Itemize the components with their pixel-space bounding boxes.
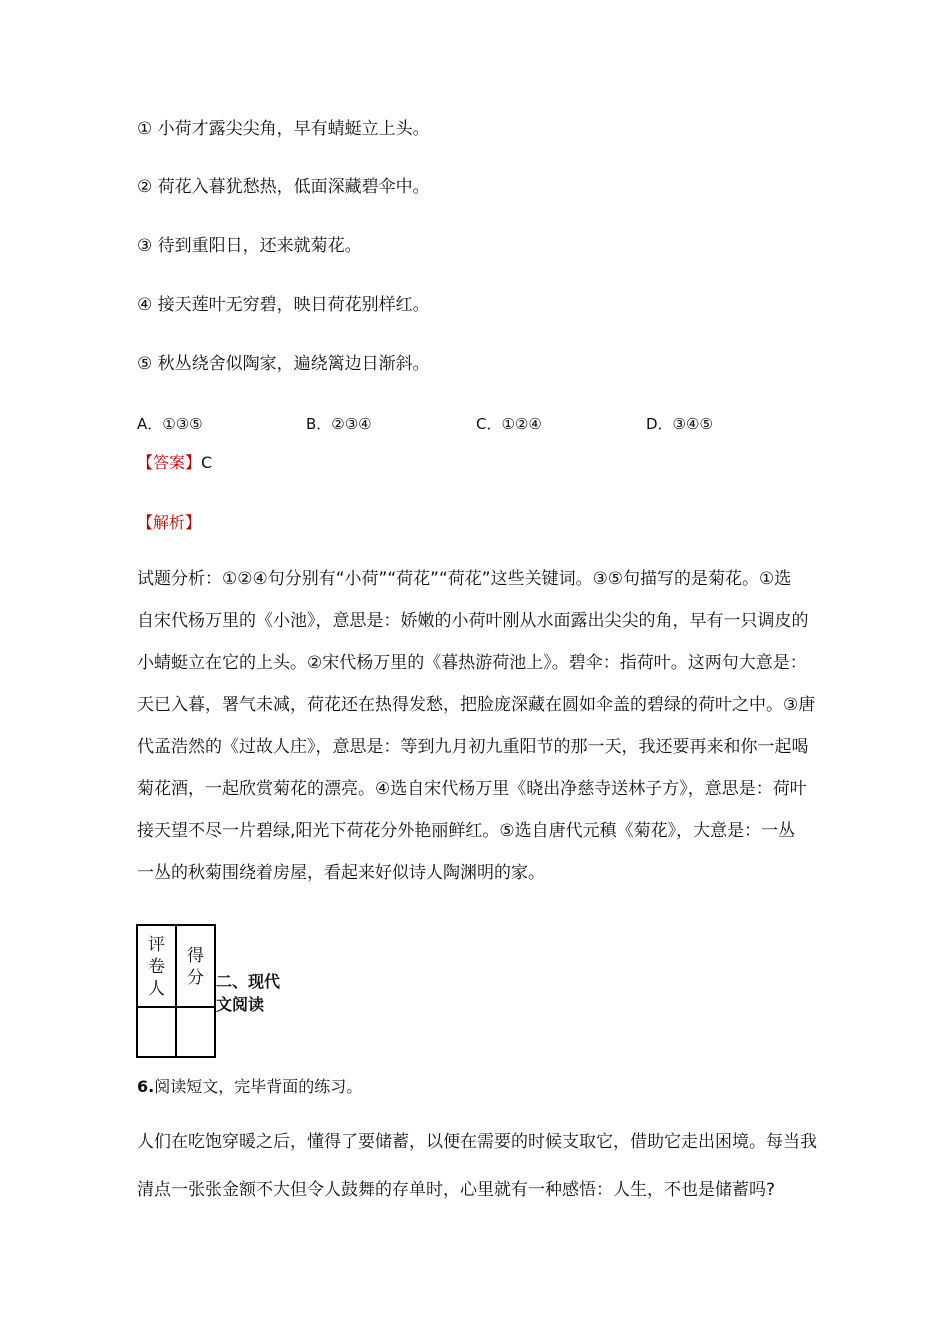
poem-line-5: ⑤ 秋丛绕舍似陶家，遍绕篱边日渐斜。	[137, 354, 430, 374]
analysis-line: 自宋代杨万里的《小池》，意思是：娇嫩的小荷叶刚从水面露出尖尖的角，早有一只调皮的	[137, 611, 809, 631]
analysis-line: 代孟浩然的《过故人庄》，意思是：等到九月初九重阳节的那一天，我还要再来和你一起喝	[137, 737, 809, 757]
poem-line-4: ④ 接天莲叶无穷碧，映日荷花别样红。	[137, 295, 430, 315]
reviewer-input-cell[interactable]	[137, 1007, 176, 1057]
section-heading	[216, 970, 280, 1016]
question-number: 6.	[137, 1077, 155, 1096]
score-input-cell[interactable]	[176, 1007, 215, 1057]
score-char: 分	[187, 968, 204, 988]
analysis-line: 试题分析：①②④句分别有“小荷”“荷花”“荷花”这些关键词。③⑤句描写的是菊花。①选	[137, 569, 792, 589]
option-b: B．②③④	[306, 415, 372, 433]
analysis-line: 菊花酒，一起欣赏菊花的漂亮。④选自宋代杨万里《晓出净慈寺送林子方》，意思是：荷叶	[137, 779, 807, 799]
score-table	[136, 924, 216, 1058]
poem-line-1: ① 小荷才露尖尖角，早有蜻蜓立上头。	[137, 119, 430, 139]
analysis-paragraph	[137, 558, 817, 894]
question-6	[137, 1074, 362, 1097]
option-d: D．③④⑤	[646, 415, 713, 433]
analysis-line: 天已入暮，署气未减，荷花还在热得发愁，把脸庞深藏在圆如伞盖的碧绿的荷叶之中。③唐	[137, 695, 816, 715]
reviewer-char: 卷	[148, 957, 165, 977]
answer-line	[137, 450, 212, 473]
option-c: C．①②④	[476, 415, 542, 433]
reviewer-char: 人	[148, 979, 165, 999]
passage-line: 人们在吃饱穿暖之后，懂得了要储蓄，以便在需要的时候支取它，借助它走出困境。每当我	[137, 1132, 817, 1152]
section-heading-line: 文阅读	[216, 995, 265, 1014]
section-heading-line: 二、现代	[216, 972, 281, 991]
analysis-line: 小蜻蜓立在它的上头。②宋代杨万里的《暮热游荷池上》。碧伞：指荷叶。这两句大意是：	[137, 653, 807, 673]
answer-label: 【答案】	[137, 453, 202, 472]
score-char: 得	[187, 946, 204, 966]
analysis-label: 【解析】	[137, 513, 202, 532]
analysis-line: 一丛的秋菊围绕着房屋，看起来好似诗人陶渊明的家。	[137, 863, 545, 883]
answer-value: C	[201, 453, 213, 472]
score-header-cell	[176, 925, 215, 1007]
question-text: 阅读短文，完毕背面的练习。	[154, 1077, 363, 1096]
passage-line: 清点一张张金额不大但令人鼓舞的存单时，心里就有一种感悟：人生，不也是储蓄吗?	[137, 1180, 776, 1200]
poem-line-3: ③ 待到重阳日，还来就菊花。	[137, 236, 362, 256]
option-a: A．①③⑤	[137, 415, 203, 433]
poem-line-2: ② 荷花入暮犹愁热，低面深藏碧伞中。	[137, 177, 430, 197]
reviewer-char: 评	[148, 935, 165, 955]
passage-paragraph	[137, 1118, 817, 1214]
analysis-line: 接天望不尽一片碧绿,阳光下荷花分外艳丽鲜红。⑤选自唐代元稹《菊花》，大意是：一丛	[137, 821, 796, 841]
reviewer-header-cell	[137, 925, 176, 1007]
